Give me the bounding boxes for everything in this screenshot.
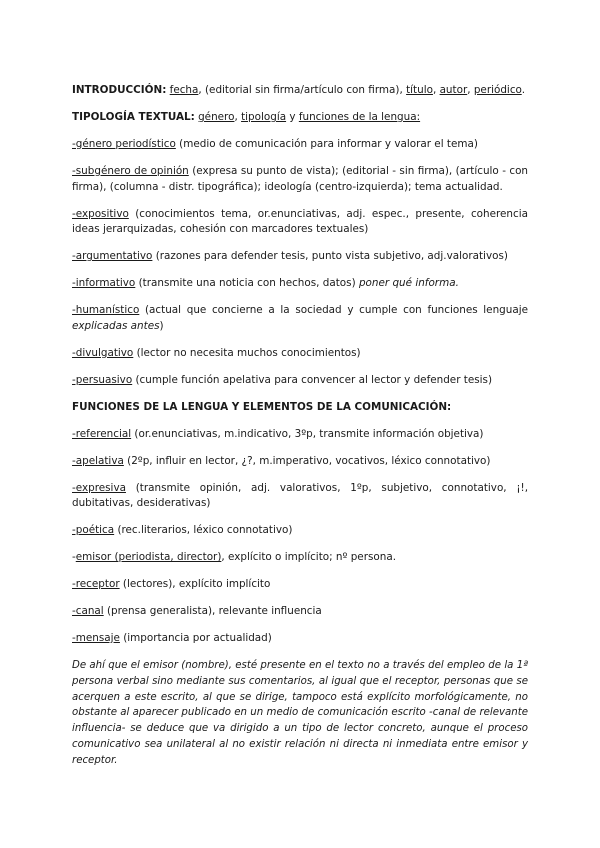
prefix: - [72, 551, 76, 563]
desc: (actual que concierne a la sociedad y cumple con funciones lenguaje [139, 304, 528, 316]
func-receptor [72, 577, 528, 593]
term: -receptor [72, 578, 120, 590]
term: -mensaje [72, 632, 120, 644]
desc: , explícito o implícito; nº persona. [221, 551, 397, 563]
tipologia-line [72, 110, 528, 126]
func-mensaje [72, 631, 528, 647]
intro-comma-1: , [432, 84, 440, 96]
intro-comma-2: , [467, 84, 474, 96]
desc: (lectores), explícito implícito [119, 578, 271, 590]
func-canal [72, 604, 528, 620]
desc: (2ºp, influir en lector, ¿?, m.imperativo, vocativos, léxico connotativo) [123, 454, 491, 467]
type-expositivo [72, 207, 528, 238]
type-genero-periodistico [72, 137, 528, 153]
intro-line [72, 83, 528, 99]
term: -argumentativo [72, 250, 153, 262]
type-argumentativo [72, 249, 528, 265]
func-poetica [72, 523, 528, 539]
term: -referencial [72, 427, 132, 440]
func-referencial [72, 427, 528, 443]
type-persuasivo [72, 373, 528, 389]
type-divulgativo [72, 346, 528, 362]
desc: (importancia por actualidad) [119, 632, 272, 644]
desc: (transmite una noticia con hechos, datos) [135, 277, 359, 289]
intro-autor: autor [439, 84, 468, 96]
term: -informativo [72, 277, 136, 289]
desc: (rec.literarios, léxico connotativo) [114, 524, 293, 536]
desc: (or.enunciativas, m.indicativo, 3ºp, transmite información objetiva) [131, 427, 484, 440]
intro-titulo: título [406, 84, 433, 96]
func-apelativa [72, 454, 528, 470]
tipologia-tipologia: tipología [241, 111, 287, 123]
desc: (prensa generalista), relevante influencia [103, 605, 322, 617]
term: -expresiva [72, 481, 126, 494]
desc: (transmite opinión, adj. valorativos, 1ºp, subjetivo, connotativo, ¡!, dubitativas, desiderativas) [72, 481, 528, 509]
closing-paragraph: De ahí que el emisor (nombre), esté presente en el texto no a través del empleo de la 1ª persona verbal sino mediante sus comentarios, al igual que el receptor, personas que se acerquen a este escrito, al que se dirige, tampoco está explícito morfológicamente, no obstante al aparecer publicado en un medio de comunicación escrito -canal de relevante influencia- se deduce que va dirigido a un tipo de lector concreto, aunque el proceso comunicativo sea unilateral al no existir relación ni directa ni inmediata entre emisor y receptor. [72, 660, 528, 766]
tipologia-funciones: funciones de la lengua: [298, 111, 421, 123]
tipologia-heading: TIPOLOGÍA TEXTUAL: [72, 111, 195, 123]
term: -subgénero de opinión [72, 165, 189, 177]
type-humanistico [72, 303, 528, 334]
intro-periodico: periódico [473, 84, 522, 96]
term: -apelativa [72, 454, 124, 467]
funciones-heading: FUNCIONES DE LA LENGUA Y ELEMENTOS DE LA COMUNICACIÓN: [72, 400, 452, 413]
desc: (cumple función apelativa para convencer al lector y defender tesis) [132, 373, 493, 386]
term: -poética [72, 524, 115, 536]
desc: (conocimientos tema, or.enunciativas, adj. espec., presente, coherencia ideas jerarquizadas, cohesión con marcadores textuales) [72, 207, 528, 235]
tipologia-and: y [286, 111, 299, 123]
term: -género periodístico [72, 138, 176, 150]
desc: (medio de comunicación para informar y valorar el tema) [175, 138, 478, 150]
intro-end: . [521, 84, 526, 96]
intro-fecha: fecha [169, 84, 199, 96]
intro-heading: INTRODUCCIÓN: [72, 84, 167, 96]
desc: (expresa su punto de vista); (editorial - sin firma), (artículo - con firma), (columna - distr. tipográfica); ideología (centro-izquierda); tema actualidad. [72, 165, 529, 193]
tipologia-genero: género [198, 111, 235, 123]
term: -persuasivo [72, 373, 133, 386]
term: -canal [72, 605, 104, 617]
term: -humanístico [72, 304, 140, 316]
tipologia-comma: , [234, 111, 242, 123]
term: -divulgativo [72, 346, 134, 359]
document-body [72, 83, 528, 780]
end: ) [159, 319, 164, 332]
desc: (razones para defender tesis, punto vista subjetivo, adj.valorativos) [152, 250, 508, 262]
note: explicadas antes [72, 319, 160, 332]
func-emisor [72, 550, 528, 566]
term: -expositivo [72, 207, 129, 220]
type-informativo [72, 276, 528, 292]
func-expresiva [72, 481, 528, 512]
type-subgenero [72, 164, 528, 195]
term: emisor (periodista, director) [75, 551, 222, 563]
intro-mid: , (editorial sin firma/artículo con firma), [198, 84, 407, 96]
note: poner qué informa. [358, 277, 459, 289]
desc: (lector no necesita muchos conocimientos) [133, 346, 361, 359]
